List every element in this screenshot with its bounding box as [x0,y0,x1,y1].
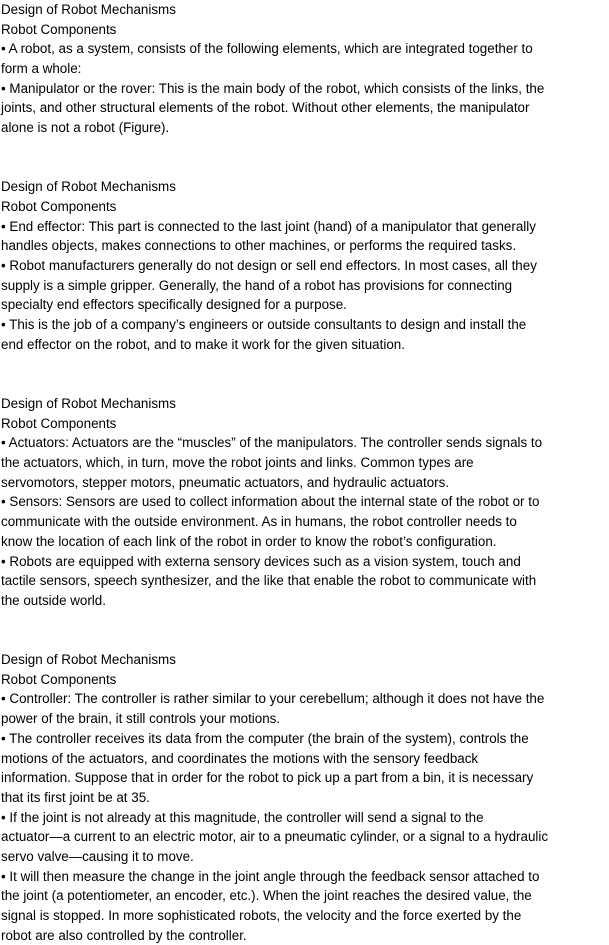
text-line: information. Suppose that in order for the robot to pick up a part from a bin, it is necessary [1,770,534,786]
slide-separator [1,355,609,395]
text-line: end effector on the robot, and to make it work for the given situation. [1,336,405,352]
slide-subtitle: Robot Components [1,415,117,431]
text-line: the joint (a potentiometer, an encoder, etc.). When the joint reaches the desired value, the [1,888,532,904]
text-line: handles objects, makes connections to other machines, or performs the required tasks. [1,238,517,254]
text-line: • End effector: This part is connected to the last joint (hand) of a manipulator that generally [1,218,536,234]
text-line: • A robot, as a system, consists of the following elements, which are integrated together to [1,41,533,57]
slide-title: Design of Robot Mechanisms [1,396,176,411]
text-line: • Sensors: Sensors are used to collect information about the internal state of the robot or to [1,494,540,510]
slide-title: Design of Robot Mechanisms [1,179,176,195]
text-line: • Controller: The controller is rather similar to your cerebellum; although it does not have the [1,691,545,707]
text-line: communicate with the outside environment. As in humans, the robot controller needs to [1,514,517,530]
text-line: tactile sensors, speech synthesizer, and the like that enable the robot to communicate with [1,573,537,589]
text-line: the outside world. [1,592,106,608]
text-line: • If the joint is not already at this magnitude, the controller will send a signal to the [1,809,484,825]
text-line: • The controller receives its data from the computer (the brain of the system), controls the [1,730,529,746]
text-line: servomotors, stepper motors, pneumatic actuators, and hydraulic actuators. [1,474,450,490]
text-line: alone is not a robot (Figure). [1,120,170,136]
text-line: • Robots are equipped with externa sensory devices such as a vision system, touch and [1,553,521,569]
text-line: supply is a simple gripper. Generally, the hand of a robot has provisions for connecting [1,277,513,293]
text-line: power of the brain, it still controls your motions. [1,711,281,727]
text-line: that its first joint be at 35. [1,789,150,805]
text-line: know the location of each link of the robot in order to know the robot’s configuration. [1,533,497,549]
slide-2 [1,177,609,354]
text-line: the actuators, which, in turn, move the robot joints and links. Common types are [1,455,474,471]
text-line: • This is the job of a company’s engineers or outside consultants to design and install the [1,317,527,333]
text-line: signal is stopped. In more sophisticated robots, the velocity and the force exerted by the [1,908,522,923]
slide-3 [1,394,609,611]
text-line: • Manipulator or the rover: This is the main body of the robot, which consists of the links, the [1,80,545,96]
text-line: • Robot manufacturers generally do not design or sell end effectors. In most cases, all they [1,258,537,274]
text-line: joints, and other structural elements of the robot. Without other elements, the manipulator [1,100,530,116]
slide-1 [1,0,609,138]
slide-subtitle: Robot Components [1,199,117,214]
text-line: robot are also controlled by the controller. [1,927,247,943]
slide-4 [1,650,609,945]
text-line: actuator—a current to an electric motor, air to a pneumatic cylinder, or a signal to a hydraulic [1,829,549,845]
slide-subtitle: Robot Components [1,671,117,687]
text-line: servo valve—causing it to move. [1,848,194,864]
text-line: form a whole: [1,61,82,77]
slide-separator [1,611,609,651]
slide-title: Design of Robot Mechanisms [1,652,176,668]
slide-separator [1,138,609,178]
slide-subtitle: Robot Components [1,21,117,37]
text-line: specialty end effectors specifically designed for a purpose. [1,297,347,313]
text-line: • It will then measure the change in the joint angle through the feedback sensor attached to [1,868,540,884]
text-line: motions of the actuators, and coordinates the motions with the sensory feedback [1,750,479,766]
slide-title: Design of Robot Mechanisms [1,2,176,17]
text-line: • Actuators: Actuators are the “muscles” of the manipulators. The controller sends signals to [1,435,543,451]
